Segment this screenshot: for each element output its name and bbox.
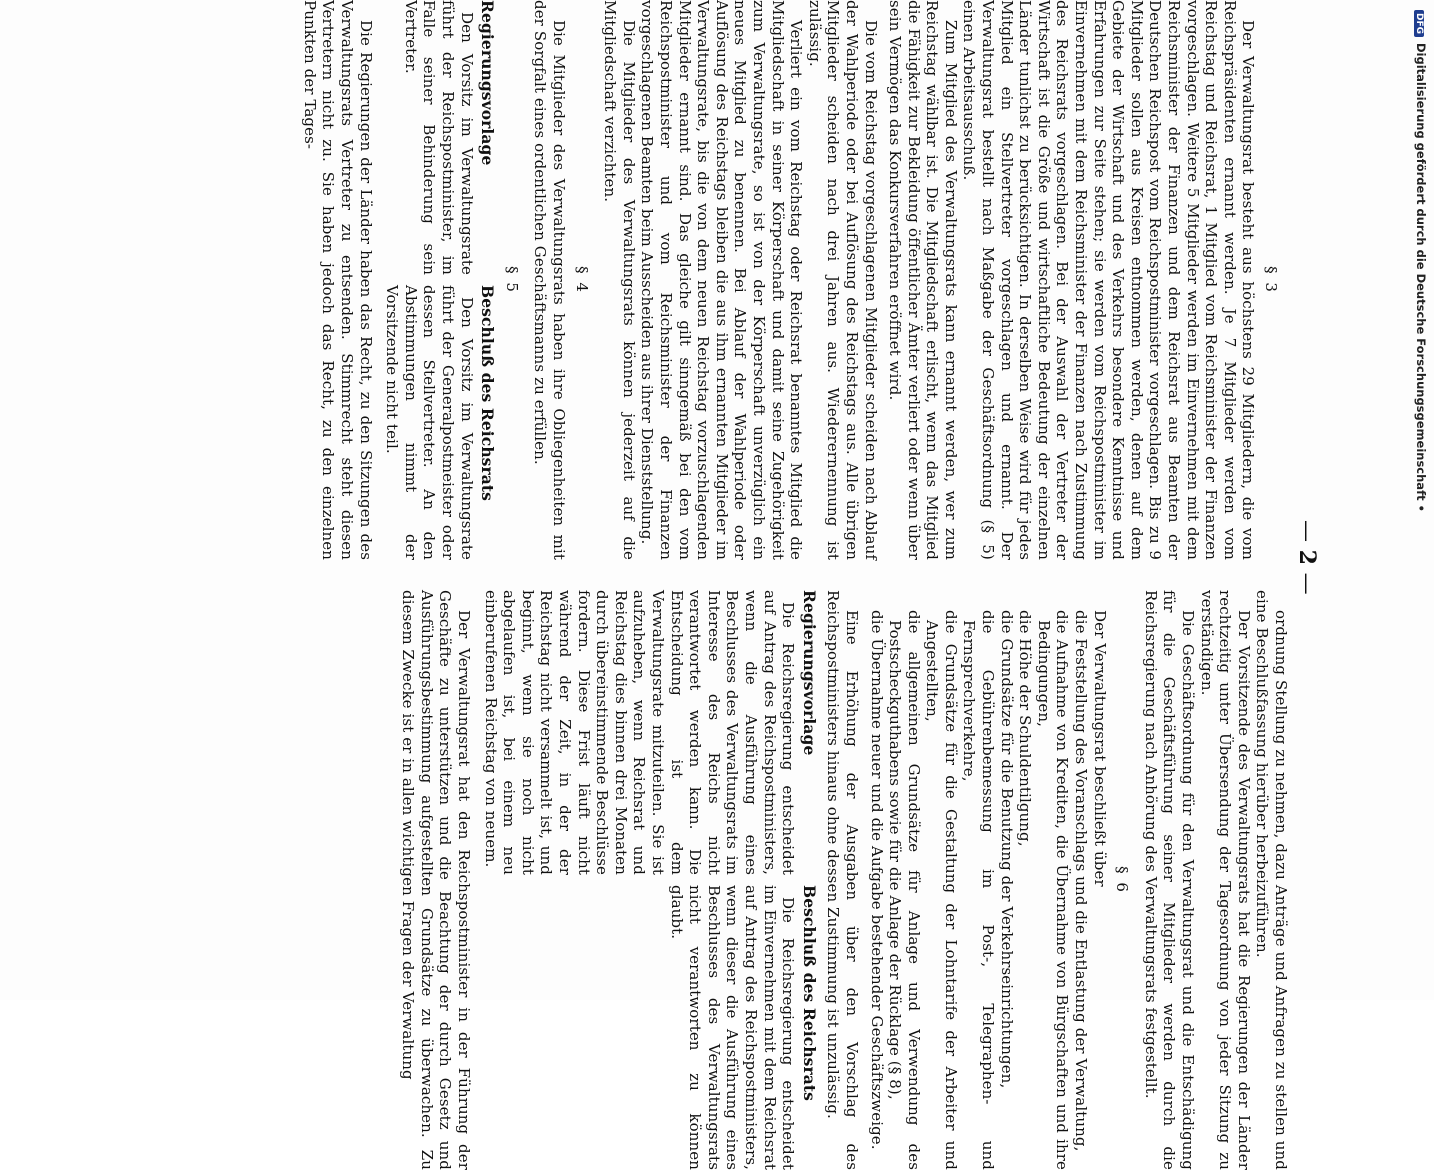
paragraph: Die Regierungen der Länder haben das Recht, zu den Sitzungen des Verwaltungsrats Vertreter zu entsenden. Stimmrecht steht diesen Vertretern nicht zu. Sie haben jedoch das Recht, zu den einzelnen Punkten der Tages- xyxy=(300,0,375,560)
list-item: die Feststellung des Voranschlags und die Entlastung der Verwaltung, xyxy=(1072,610,1091,1152)
page-number-dash-left: — xyxy=(1294,520,1319,542)
comparison-block xyxy=(481,590,818,1170)
paragraph: Die Geschäftsordnung für den Verwaltungsrat und die Entschädigung für die Geschäftsführung seiner Mitglieder werden durch die Reichsregierung nach Anhörung des Verwaltungsrats festgestellt. xyxy=(1141,590,1198,1170)
paragraph: Die Mitglieder des Verwaltungsrats können jederzeit auf die Mitgliedschaft verzichten. xyxy=(601,0,638,560)
page-number-dash-right: — xyxy=(1294,572,1319,595)
right-column xyxy=(399,590,1290,1170)
page-number xyxy=(1294,520,1320,595)
government-draft xyxy=(383,0,497,275)
reichsrat-decision-text: Den Vorsitz im Verwaltungsrate führt der Generalpostmeister oder dessen Stellvertreter. An den Abstimmungen nimmt der Vorsitzende nicht teil. xyxy=(383,285,476,560)
reichsrat-decision xyxy=(481,885,818,1170)
list-item: die Aufnahme von Krediten, die Übernahme von Bürgschaften und ihre Bedingungen, xyxy=(1034,610,1072,1170)
paragraph: Die vom Reichstag vorgeschlagenen Mitglieder scheiden nach Ablauf der Wahlperiode oder bei Auflösung des Reichstags aus. Alle übrigen Mitglieder scheiden nach drei Jahren aus. Wiederernennung ist zulässig. xyxy=(805,0,880,560)
paragraph: Verliert ein vom Reichstag oder Reichsrat benanntes Mitglied die Mitgliedschaft in seiner Körperschaft und damit seine Zugehörigkeit zum Verwaltungsrate, so ist von der Körperschaft unverzüglich ein neues Mitglied zu benennen. Bei Ablauf der Wahlperiode oder Auflösung des Reichstags bleiben die aus ihm ernannten Mitglieder im Verwaltungsrate, bis die von dem neuen Reichstag vorzuschlagenden Mitglieder ernannt sind. Das gleiche gilt sinngemäß bei den vom Reichspostminister und vom Reichsminister der Finanzen vorgeschlagenen Beamten beim Ausscheiden aus ihrer Dienststellung. xyxy=(638,0,806,560)
list-item: die Gebührenbemessung im Post-, Telegraphen- und Fernsprechverkehre, xyxy=(960,610,998,1170)
reichsrat-decision xyxy=(383,285,497,560)
paragraph: Der Verwaltungsrat hat den Reichspostminister in der Führung der Geschäfte zu unterstützen und die Beachtung der durch Gesetz und Ausführungsbestimmung aufgestellten Grundsätze zu überwachen. Zu diesem Zwecke ist er in allen wichtigen Fragen der Verwaltung xyxy=(399,590,474,1170)
comparison-block xyxy=(383,0,497,560)
reichsrat-decision-text: Die Reichsregierung entscheidet im Einvernehmen mit dem Reichsrat auf Antrag des Reichspostministers, wenn dieser die Ausführung eines Beschlusses des Verwaltungsrats nicht verantworten zu können glaubt. xyxy=(667,885,798,1170)
digitization-note xyxy=(1406,10,1432,990)
paragraph: Der Verwaltungsrat beschließt über xyxy=(1090,610,1109,887)
list-item: die allgemeinen Grundsätze für Anlage und Verwendung des Postscheckguthabens sowie für die Anlage der Rücklage (§ 8), xyxy=(886,610,923,1170)
reichsrat-decision-title: Beschluß des Reichsrats xyxy=(799,885,819,1102)
page-number-value: 2 xyxy=(1294,549,1320,565)
government-draft-text: Die Reichsregierung entscheidet auf Antrag des Reichspostministers, wenn die Ausführung eines Beschlusses des Verwaltungsrats im Interesse des Reichs nicht verantwortet werden kann. Die Entscheidung ist dem Verwaltungsrate mitzuteilen. Sie ist aufzuheben, wenn Reichsrat und Reichstag dies binnen drei Monaten durch übereinstimmende Beschlüsse fordern. Diese Frist läuft nicht während der Zeit, in der der Reichstag nicht versammelt ist, und beginnt, wenn sie noch nicht abgelaufen ist, bei einem neu einberufenen Reichstag von neuem. xyxy=(481,590,798,875)
dfg-logo: DFG xyxy=(1414,10,1424,37)
left-column xyxy=(300,0,1290,560)
rotated-text-block xyxy=(100,0,1320,1170)
government-draft-title: Regierungsvorlage xyxy=(799,590,819,756)
government-draft-title: Regierungsvorlage xyxy=(478,0,498,166)
government-draft xyxy=(481,590,818,875)
list-item: die Höhe der Schuldentilgung, xyxy=(1016,610,1035,847)
digitization-note-text xyxy=(1414,10,1428,990)
list-item: die Grundsätze für die Benutzung der Verkehrseinrichtungen, xyxy=(997,610,1016,1089)
list-item: die Übernahme neuer und die Aufgabe bestehender Geschäftszweige. xyxy=(867,610,886,1150)
paragraph: Zum Mitglied des Verwaltungsrats kann ernannt werden, wer zum Reichstag wählbar ist. Die Mitgliedschaft erlischt, wenn das Mitglied die Fähigkeit zur Bekleidung öffentlicher Ämter verliert oder wenn über sein Vermögen das Konkursverfahren eröffnet wird. xyxy=(886,0,960,560)
government-draft-text: Den Vorsitz im Verwaltungsrate führt der Reichspostminister, im Falle seiner Behinderung sein Vertreter. xyxy=(401,0,476,275)
paragraph: Eine Erhöhung der Ausgaben über den Vorschlag des Reichspostministers hinaus ohne dessen Zustimmung ist unzulässig. xyxy=(824,590,861,1170)
section-heading-5: § 5 xyxy=(502,266,521,294)
paragraph: ordnung Stellung zu nehmen, dazu Anträge und Anfragen zu stellen und eine Beschlußfassung hierüber herbeizuführen. xyxy=(1253,590,1290,1170)
paragraph: Der Vorsitzende des Verwaltungsrats hat die Regierungen der Länder rechtzeitig unter Übersendung der Tagesordnung von jeder Sitzung zu verständigen. xyxy=(1197,590,1253,1170)
paragraph: Der Verwaltungsrat besteht aus höchstens 29 Mitgliedern, die vom Reichspräsidenten ernannt werden. Je 7 Mitglieder werden vom Reichstag und Reichsrat, 1 Mitglied vom Reichsminister der Finanzen vorgeschlagen. Weitere 5 Mitglieder werden im Einvernehmen mit dem Reichsminister der Finanzen und dem Reichsrat aus Beamten der Deutschen Reichspost vom Reichspostminister vorgeschlagen. Bis zu 9 Mitglieder sollen aus Kreisen entnommen werden, denen auf dem Gebiete der Wirtschaft und des Verkehrs besondere Kenntnisse und Erfahrungen zur Seite stehen; sie werden vom Reichspostminister im Einvernehmen mit dem Reichsminister der Finanzen nach Zustimmung des Reichsrats vorgeschlagen. Bei der Auswahl der Vertreter der Wirtschaft ist die Größe und wirtschaftliche Bedeutung der einzelnen Länder tunlichst zu berücksichtigen. In derselben Weise wird für jedes Mitglied ein Stellvertreter vorgeschlagen und ernannt. Der Verwaltungsrat bestellt nach Maßgabe der Geschäftsordnung (§ 5) einen Arbeitsausschuß. xyxy=(960,0,1258,560)
section-heading-3: § 3 xyxy=(1262,266,1280,294)
section-heading-4: § 4 xyxy=(572,266,591,294)
list-item: die Grundsätze für die Gestaltung der Lohntarife der Arbeiter und Angestellten, xyxy=(923,610,960,1170)
reichsrat-decision-title: Beschluß des Reichsrats xyxy=(478,285,498,502)
paragraph: Die Mitglieder des Verwaltungsrats haben ihre Obliegenheiten mit der Sorgfalt eines ordentlichen Geschäftsmanns zu erfüllen. xyxy=(531,0,569,560)
digitization-note-label: Digitalisierung gefördert durch die Deutsche Forschungsgemeinschaft • xyxy=(1414,43,1428,512)
section-heading-6: § 6 xyxy=(1113,866,1132,894)
